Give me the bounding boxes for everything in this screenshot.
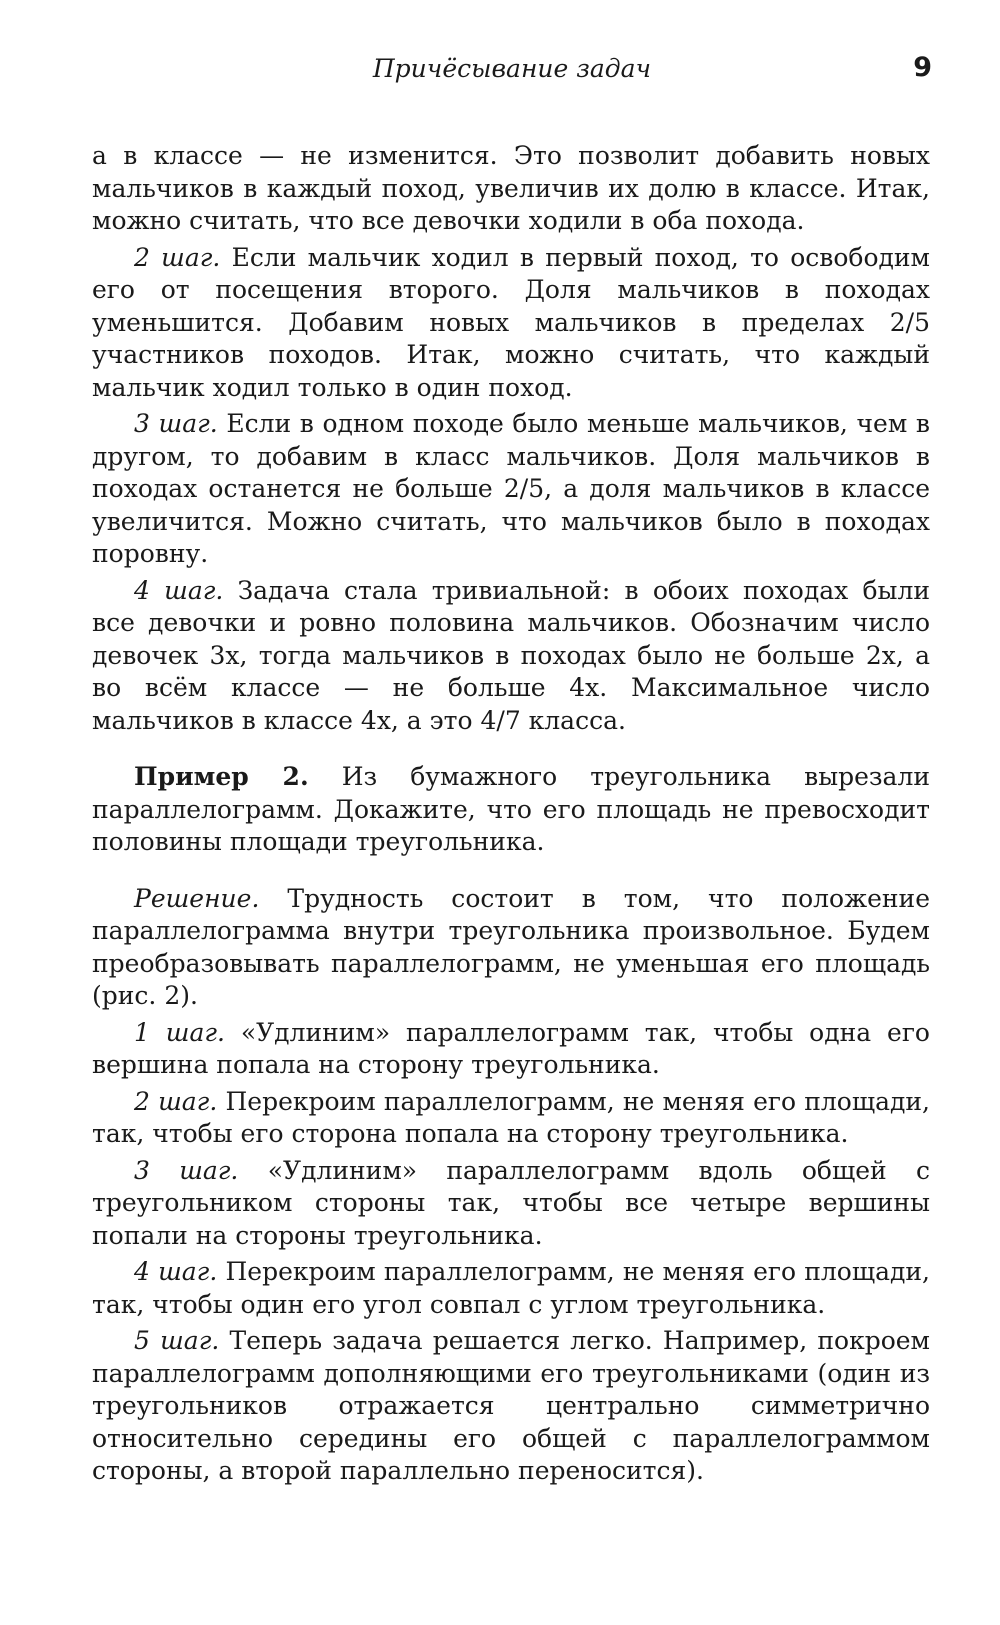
step-label: 4 шаг. (134, 575, 224, 605)
paragraph-text: Теперь задача решается легко. Например, покроем параллелограмм дополняющими его треугольниками (один из треугольников отражается центрально симметрично относительно середины его общей с параллелограммом стороны, а второй параллельно переносится). (92, 1326, 930, 1485)
paragraph-step-2 (92, 242, 930, 405)
solution-step-5 (92, 1325, 930, 1488)
paragraph-step-4 (92, 575, 930, 738)
paragraph-text: а в классе — не изменится. Это позволит добавить новых мальчиков в каждый поход, увеличив их долю в классе. Итак, можно считать, что все девочки ходили в оба похода. (92, 141, 930, 235)
step-label: 4 шаг. (134, 1257, 218, 1286)
example-2 (92, 761, 930, 859)
step-label: 3 шаг. (134, 1155, 239, 1185)
running-title: Причёсывание задач (372, 54, 652, 83)
paragraph-text: Если мальчик ходил в первый поход, то освободим его от посещения второго. Доля мальчиков в походах уменьшится. Добавим новых мальчиков в пределах 2/5 участников походов. Итак, можно считать, что каждый мальчик ходил только в один поход. (92, 242, 930, 402)
step-label: 3 шаг. (134, 409, 218, 438)
solution-text: Трудность состоит в том, что положение параллелограмма внутри треугольника произвольное. Будем преобразовывать параллелограмм, не уменьшая его площадь (рис. 2). (92, 883, 930, 1010)
paragraph-text: Перекроим параллелограмм, не меняя его площади, так, чтобы один его угол совпал с углом треугольника. (92, 1257, 930, 1319)
paragraph-text: Если в одном походе было меньше мальчиков, чем в другом, то добавим в класс мальчиков. Доля мальчиков в походах останется не больше 2/5, а доля мальчиков в классе увеличится. Можно считать, что мальчиков было в походах поровну. (92, 409, 930, 568)
example-label: Пример 2. (134, 762, 309, 791)
paragraph-step-3 (92, 408, 930, 571)
paragraph-text: «Удлиним» параллелограмм так, чтобы одна его вершина попала на сторону треугольника. (92, 1017, 930, 1079)
example-text: Из бумажного треугольника вырезали параллелограмм. Докажите, что его площадь не превосходит половины площади треугольника. (92, 762, 930, 856)
solution-step-4 (92, 1256, 930, 1321)
solution-step-1 (92, 1017, 930, 1082)
step-label: 2 шаг. (134, 242, 221, 272)
step-label: 5 шаг. (134, 1326, 220, 1355)
solution-step-3 (92, 1155, 930, 1253)
step-label: 1 шаг. (134, 1017, 225, 1047)
paragraph (92, 140, 930, 238)
paragraph-text: «Удлиним» параллелограмм вдоль общей с треугольником стороны так, чтобы все четыре вершины попали на стороны треугольника. (92, 1155, 930, 1250)
solution-step-2 (92, 1086, 930, 1151)
page-header (92, 50, 932, 90)
paragraph-text: Задача стала тривиальной: в обоих походах были все девочки и ровно половина мальчиков. Обозначим число девочек 3x, тогда мальчиков в походах было не больше 2x, а во всём классе — не больше 4x. Максимальное число мальчиков в классе 4x, а это 4/7 класса. (92, 575, 930, 735)
page-number: 9 (913, 52, 932, 83)
solution (92, 883, 930, 1013)
solution-label: Решение. (134, 883, 260, 913)
step-label: 2 шаг. (134, 1086, 218, 1116)
page-body (92, 140, 930, 1492)
paragraph-text: Перекроим параллелограмм, не меняя его площади, так, чтобы его сторона попала на сторону треугольника. (92, 1086, 930, 1148)
